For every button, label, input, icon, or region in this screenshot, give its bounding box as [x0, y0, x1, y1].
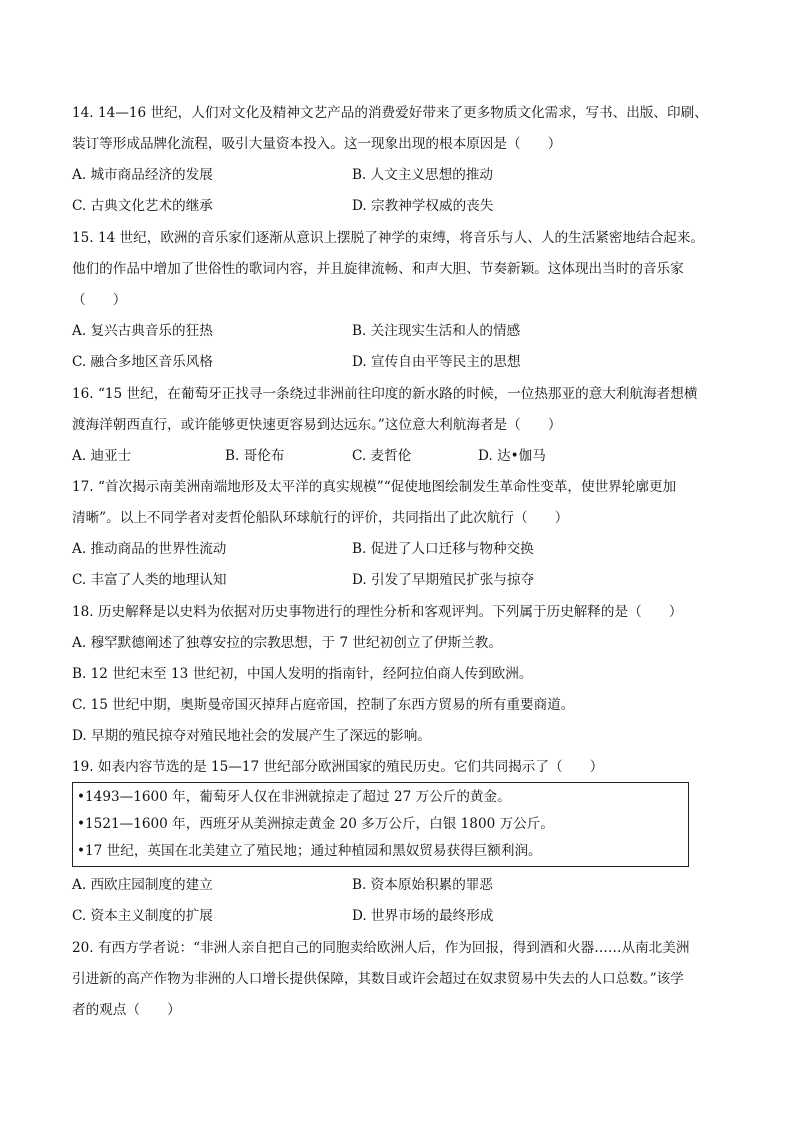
- q14-option-d[interactable]: D. 宗教神学权威的丧失: [352, 198, 494, 214]
- q15-option-c[interactable]: C. 融合多地区音乐风格: [72, 354, 213, 370]
- q15-option-a[interactable]: A. 复兴古典音乐的狂热: [72, 323, 213, 339]
- q14-stem-line-2: 装订等形成品牌化流程，吸引大量资本投入。这一现象出现的根本原因是（ ）: [72, 136, 562, 152]
- q14-option-c[interactable]: C. 古典文化艺术的继承: [72, 198, 213, 214]
- q14-stem-line-1: 14. 14—16 世纪，人们对文化及精神文艺产品的消费爱好带来了更多物质文化需求，写书、出版、印刷、: [72, 105, 708, 121]
- q16-option-d[interactable]: D. 达•伽马: [478, 448, 546, 464]
- q15-stem-line-3: （ ）: [72, 292, 127, 308]
- q19-stem-line-1: 19. 如表内容节选的是 15—17 世纪部分欧洲国家的殖民历史。它们共同揭示了（ ）: [72, 759, 604, 775]
- q19-table-row-1: •1493—1600 年，葡萄牙人仅在非洲就掠走了超过 27 万公斤的黄金。: [77, 789, 511, 805]
- q17-option-d[interactable]: D. 引发了早期殖民扩张与掠夺: [352, 572, 535, 588]
- q19-option-c[interactable]: C. 资本主义制度的扩展: [72, 908, 213, 924]
- q17-option-b[interactable]: B. 促进了人口迁移与物种交换: [352, 541, 534, 557]
- q18-option-c[interactable]: C. 15 世纪中期，奥斯曼帝国灭掉拜占庭帝国，控制了东西方贸易的所有重要商道。: [72, 697, 575, 713]
- q19-option-d[interactable]: D. 世界市场的最终形成: [352, 908, 494, 924]
- q19-option-a[interactable]: A. 西欧庄园制度的建立: [72, 877, 213, 893]
- q15-stem-line-2: 他们的作品中增加了世俗性的歌词内容，并且旋律流畅、和声大胆、节奏新颖。这体现出当时的音乐家: [72, 261, 684, 277]
- q19-option-b[interactable]: B. 资本原始积累的罪恶: [352, 877, 493, 893]
- q18-option-b[interactable]: B. 12 世纪末至 13 世纪初，中国人发明的指南针，经阿拉伯商人传到欧洲。: [72, 666, 533, 682]
- q17-stem-line-2: 清晰”。以上不同学者对麦哲伦船队环球航行的评价，共同指出了此次航行（ ）: [72, 510, 569, 526]
- q15-stem-line-1: 15. 14 世纪，欧洲的音乐家们逐渐从意识上摆脱了神学的束缚，将音乐与人、人的生活紧密地结合起来。: [72, 230, 705, 246]
- q20-stem-line-1: 20. 有西方学者说：“非洲人亲自把自己的同胞卖给欧洲人后，作为回报，得到酒和火器……从南北美洲: [72, 940, 690, 956]
- q17-option-a[interactable]: A. 推动商品的世界性流动: [72, 541, 227, 557]
- q18-option-a[interactable]: A. 穆罕默德阐述了独尊安拉的宗教思想，于 7 世纪初创立了伊斯兰教。: [72, 635, 502, 651]
- q16-stem-line-1: 16. “15 世纪，在葡萄牙正找寻一条绕过非洲前往印度的新水路的时候，一位热那亚的意大利航海者想横: [72, 386, 698, 402]
- q14-option-a[interactable]: A. 城市商品经济的发展: [72, 167, 213, 183]
- q20-stem-line-2: 引进新的高产作物为非洲的人口增长提供保障，其数目或许会超过在奴隶贸易中失去的人口总数。”该学: [72, 971, 684, 987]
- q19-table-row-2: •1521—1600 年，西班牙从美洲掠走黄金 20 多万公斤，白银 1800 万公斤。: [77, 816, 554, 832]
- q16-option-a[interactable]: A. 迪亚士: [72, 448, 132, 464]
- q18-stem-line-1: 18. 历史解释是以史料为依据对历史事物进行的理性分析和客观评判。下列属于历史解释的是（ ）: [72, 604, 683, 620]
- q19-table-row-3: •17 世纪，英国在北美建立了殖民地；通过种植园和黑奴贸易获得巨额利润。: [77, 843, 542, 859]
- q15-option-d[interactable]: D. 宣传自由平等民主的思想: [352, 354, 521, 370]
- q15-option-b[interactable]: B. 关注现实生活和人的情感: [352, 323, 521, 339]
- q14-option-b[interactable]: B. 人文主义思想的推动: [352, 167, 493, 183]
- q17-stem-line-1: 17. “首次揭示南美洲南端地形及太平洋的真实规模”“促使地图绘制发生革命性变革，使世界轮廓更加: [72, 479, 677, 495]
- q16-option-c[interactable]: C. 麦哲伦: [352, 448, 412, 464]
- q16-option-b[interactable]: B. 哥伦布: [225, 448, 285, 464]
- q17-option-c[interactable]: C. 丰富了人类的地理认知: [72, 572, 227, 588]
- q20-stem-line-3: 者的观点（ ）: [72, 1002, 181, 1018]
- q19-material-table: [72, 782, 689, 867]
- q16-stem-line-2: 渡海洋朝西直行，或许能够更快速更容易到达远东。”这位意大利航海者是（ ）: [72, 417, 562, 433]
- q18-option-d[interactable]: D. 早期的殖民掠夺对殖民地社会的发展产生了深远的影响。: [72, 728, 431, 744]
